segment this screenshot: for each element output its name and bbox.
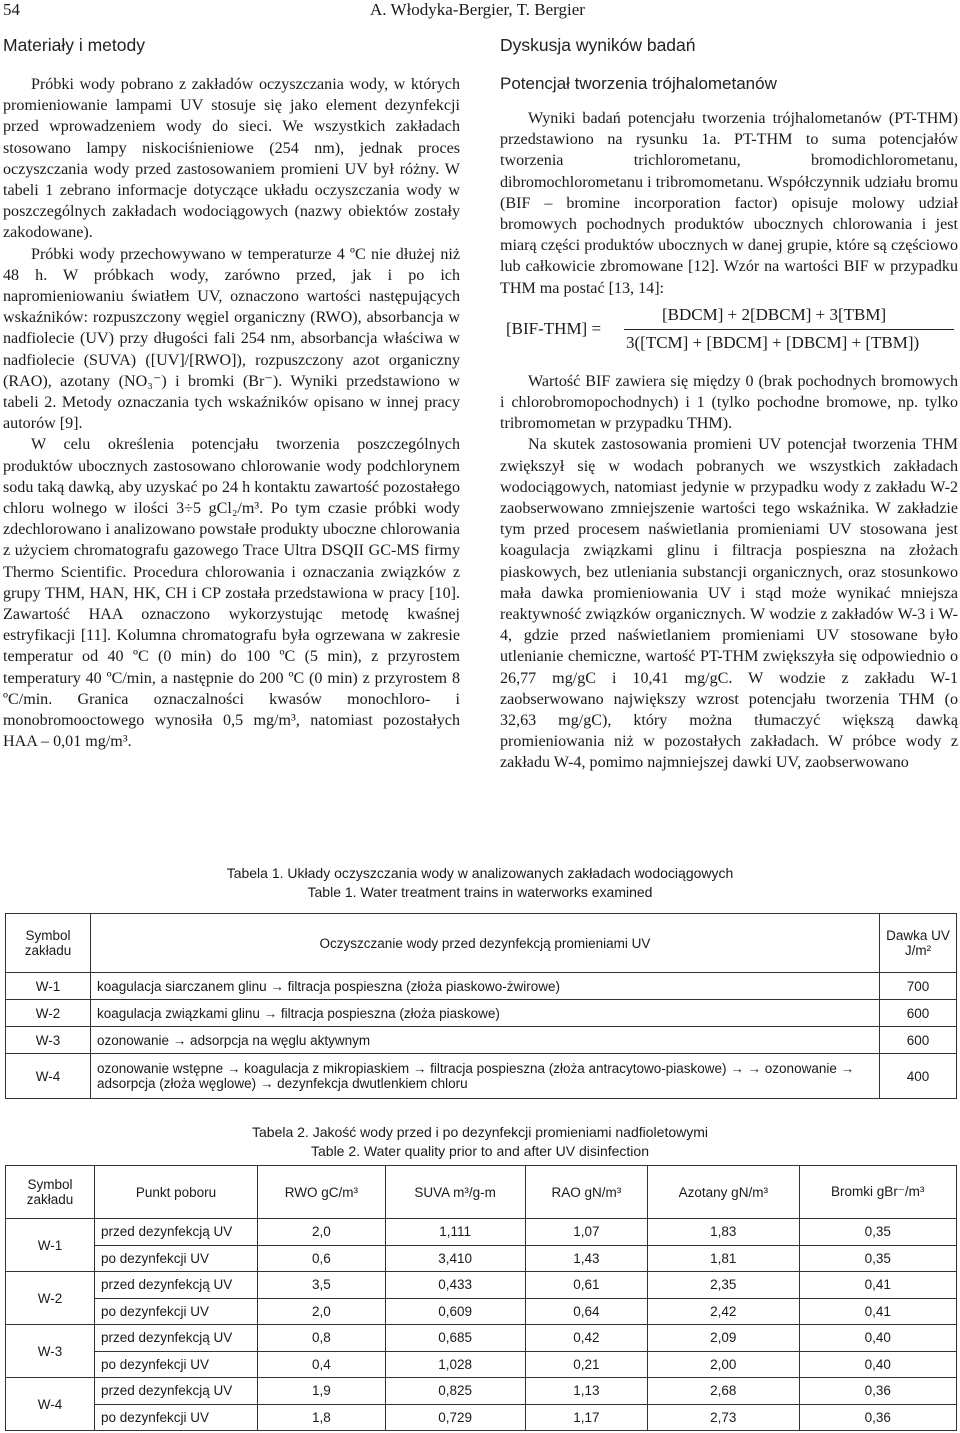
cell-bromides: 0,41 xyxy=(799,1298,957,1325)
cell-rao: 0,64 xyxy=(525,1298,648,1325)
cell-rao: 1,07 xyxy=(525,1219,648,1246)
col-header-sampling-point: Punkt poboru xyxy=(95,1166,258,1219)
cell-point: przed dezynfekcją UV xyxy=(95,1325,258,1352)
col-header-symbol: Symbol zakładu xyxy=(6,914,91,973)
table-row xyxy=(6,1378,957,1405)
cell-nitrates: 2,09 xyxy=(648,1325,799,1352)
paragraph: Na skutek zastosowania promieni UV potencjał tworzenia THM zwiększył się w wodach pobranych we wszystkich zakładach wodociągowych, natomiast jedynie w przypadku wody z zakładu W-2 zaobserwowano zmniejszenie wartości tego wskaźnika. W zakładzie tym przed procesem naświetlania promieniami UV stosowana jest koagulacja związkami glinu i filtracja pospieszna na złożach piaskowych, bez utleniania substancji organicznych, oraz stosunkowo mała dawka promieniowania UV i stąd może wynikać mniejsza reaktywność związków organicznych. W wodzie z zakładów W-3 i W-4, gdzie przed naświetlaniem promieniami UV stosowane było utlenianie chemiczne, wartość PT-THM zwiększyła się odpowiednio o 26,77 mg/gC i 10,41 mg/gC. W wodzie z zakładu W-1 zaobserwowano największy wzrost potencjału tworzenia THM (o 32,63 mg/gC), który można tłumaczyć większą dawką promieniowania niż w pozostałych zakładach. W próbce wody z zakładu W-4, pomimo najmniejszej dawki UV, zaobserwowano xyxy=(500,436,958,772)
table2-caption xyxy=(0,1123,960,1161)
cell-rwo: 1,9 xyxy=(258,1378,386,1405)
table-row xyxy=(6,973,957,1000)
cell-symbol: W-3 xyxy=(6,1325,95,1378)
page-number: 54 xyxy=(3,0,20,19)
table-header-row xyxy=(6,914,957,973)
cell-rwo: 2,0 xyxy=(258,1298,386,1325)
cell-suva: 1,028 xyxy=(385,1351,525,1378)
bif-formula xyxy=(500,305,958,361)
table-row xyxy=(6,1351,957,1378)
cell-nitrates: 1,83 xyxy=(648,1219,799,1246)
cell-nitrates: 2,73 xyxy=(648,1404,799,1431)
formula-denominator: 3([TCM] + [BDCM] + [DBCM] + [TBM]) xyxy=(626,332,920,352)
cell-point: przed dezynfekcją UV xyxy=(95,1378,258,1405)
col-header-process: Oczyszczanie wody przed dezynfekcją promieniami UV xyxy=(91,914,880,973)
cell-point: po dezynfekcji UV xyxy=(95,1404,258,1431)
cell-bromides: 0,40 xyxy=(799,1325,957,1352)
table-row xyxy=(6,1000,957,1027)
cell-bromides: 0,36 xyxy=(799,1404,957,1431)
table-row xyxy=(6,1245,957,1272)
table-row xyxy=(6,1325,957,1352)
cell-rao: 0,61 xyxy=(525,1272,648,1299)
col-header-rwo: RWO gC/m³ xyxy=(258,1166,386,1219)
table-row xyxy=(6,1219,957,1246)
cell-process: ozonowanie wstępne → koagulacja z mikropiaskiem → filtracja pospieszna (złoża antracytowo-piaskowe) → → ozonowanie → adsorpcja (złoża węglowe) → dezynfekcja dwutlenkiem chloru xyxy=(91,1054,880,1099)
cell-rwo: 2,0 xyxy=(258,1219,386,1246)
cell-rao: 1,17 xyxy=(525,1404,648,1431)
table2-caption-pl: Tabela 2. Jakość wody przed i po dezynfekcji promieniami nadfioletowymi xyxy=(252,1124,708,1140)
cell-suva: 0,825 xyxy=(385,1378,525,1405)
cell-point: po dezynfekcji UV xyxy=(95,1245,258,1272)
table-row xyxy=(6,1272,957,1299)
cell-suva: 3,410 xyxy=(385,1245,525,1272)
section-heading-discussion: Dyskusja wyników badań xyxy=(500,35,696,55)
cell-point: przed dezynfekcją UV xyxy=(95,1272,258,1299)
col-header-rao: RAO gN/m³ xyxy=(525,1166,648,1219)
cell-symbol: W-1 xyxy=(6,1219,95,1272)
cell-symbol: W-4 xyxy=(6,1054,91,1099)
cell-nitrates: 2,00 xyxy=(648,1351,799,1378)
paragraph: Wartość BIF zawiera się między 0 (brak pochodnych bromowych i chlorobromopochodnych) i 1 (tylko pochodne bromowe, np. tylko tribromometan w przypadku THM). xyxy=(500,372,958,433)
table-treatment-trains xyxy=(5,913,957,1099)
cell-symbol: W-4 xyxy=(6,1378,95,1431)
cell-bromides: 0,35 xyxy=(799,1245,957,1272)
cell-suva: 0,433 xyxy=(385,1272,525,1299)
cell-rao: 0,42 xyxy=(525,1325,648,1352)
cell-bromides: 0,40 xyxy=(799,1351,957,1378)
cell-dose: 700 xyxy=(880,973,957,1000)
cell-dose: 600 xyxy=(880,1000,957,1027)
cell-nitrates: 2,35 xyxy=(648,1272,799,1299)
section-heading-methods: Materiały i metody xyxy=(3,35,145,55)
cell-process: ozonowanie → adsorpcja na węglu aktywnym xyxy=(91,1027,880,1054)
cell-rwo: 1,8 xyxy=(258,1404,386,1431)
col-header-suva: SUVA m³/g-m xyxy=(385,1166,525,1219)
fraction-bar xyxy=(624,329,954,330)
cell-rao: 1,43 xyxy=(525,1245,648,1272)
cell-symbol: W-1 xyxy=(6,973,91,1000)
cell-symbol: W-2 xyxy=(6,1000,91,1027)
cell-process: koagulacja związkami glinu → filtracja pospieszna (złoża piaskowe) xyxy=(91,1000,880,1027)
table1-caption-en: Table 1. Water treatment trains in waterworks examined xyxy=(307,884,653,900)
cell-rwo: 3,5 xyxy=(258,1272,386,1299)
cell-nitrates: 2,68 xyxy=(648,1378,799,1405)
cell-point: po dezynfekcji UV xyxy=(95,1351,258,1378)
table1-caption-pl: Tabela 1. Układy oczyszczania wody w analizowanych zakładach wodociągowych xyxy=(226,865,734,881)
formula-lhs: [BIF-THM] = xyxy=(506,318,602,338)
cell-point: przed dezynfekcją UV xyxy=(95,1219,258,1246)
formula-numerator: [BDCM] + 2[DBCM] + 3[TBM] xyxy=(662,304,887,324)
cell-rao: 1,13 xyxy=(525,1378,648,1405)
cell-point: po dezynfekcji UV xyxy=(95,1298,258,1325)
table-row xyxy=(6,1404,957,1431)
cell-rwo: 0,8 xyxy=(258,1325,386,1352)
cell-symbol: W-2 xyxy=(6,1272,95,1325)
table-row xyxy=(6,1027,957,1054)
cell-rwo: 0,4 xyxy=(258,1351,386,1378)
right-column xyxy=(500,30,958,774)
paragraph: Próbki wody pobrano z zakładów oczyszczania wody, w których promieniowanie lampami UV stosuje się jako element dezynfekcji przed wprowadzeniem wody do sieci. We wszystkich zakładach stosowano lampy niskociśnieniowe (254 nm), jednak proces oczyszczania wody przed zastosowaniem promieni UV był różny. W tabeli 1 zebrano informacje dotyczące układu oczyszczania wody w poszczególnych zakładach wodociągowych (nazwy obiektów zostały zakodowane). xyxy=(3,76,460,242)
col-header-nitrates: Azotany gN/m³ xyxy=(648,1166,799,1219)
running-header-authors: A. Włodyka-Bergier, T. Bergier xyxy=(370,0,585,19)
cell-rao: 0,21 xyxy=(525,1351,648,1378)
table1-caption xyxy=(0,864,960,902)
paragraph: Próbki wody przechowywano w temperaturze 4 ºC nie dłużej niż 48 h. W próbkach wody, zarówno przed, jak i po ich napromieniowaniu światłem UV, oznaczono wartości następujących wskaźników: rozpuszczony węgiel organiczny (RWO), absorbancja w nadfiolecie (UV) przy długości fali 254 nm, absorbancja właściwa w nadfiolecie (SUVA) ([UV]/[RWO]), rozpuszczony azot organiczny (RAO), azotany (NO₃⁻) i bromki (Br⁻). Wyniki przedstawiono w tabeli 2. Metody oznaczania tych wskaźników opisano w innej pracy autorów [9]. xyxy=(3,245,460,433)
cell-symbol: W-3 xyxy=(6,1027,91,1054)
cell-suva: 1,111 xyxy=(385,1219,525,1246)
cell-rwo: 0,6 xyxy=(258,1245,386,1272)
cell-bromides: 0,41 xyxy=(799,1272,957,1299)
cell-suva: 0,685 xyxy=(385,1325,525,1352)
col-header-bromides: Bromki gBr⁻/m³ xyxy=(799,1166,957,1219)
table2-caption-en: Table 2. Water quality prior to and after UV disinfection xyxy=(311,1143,649,1159)
cell-bromides: 0,35 xyxy=(799,1219,957,1246)
cell-dose: 600 xyxy=(880,1027,957,1054)
paragraph: W celu określenia potencjału tworzenia poszczególnych produktów ubocznych zastosowano chlorowanie wody podchlorynem sodu taką dawką, aby uzyskać po 24 h kontaktu zawartość pozostałego chloru wolnego w ilości 3÷5 gCl₂/m³. Po tym czasie próbki wody zdechlorowano i analizowano powstałe produkty uboczne chlorowania z użyciem chromatografu gazowego Trace Ultra DSQII GC-MS firmy Thermo Scientific. Procedura chlorowania i oznaczania związków z grupy THM, HAN, HK, CH i CP została przedstawiona w pracy [10]. Zawartość HAA oznaczono wykorzystując metodę kwaśnej estryfikacji [11]. Kolumna chromatografu była ogrzewana w zakresie temperatur od 40 ºC (0 min) do 100 ºC (5 min), z przyrostem temperatury 40 ºC/min, a następnie do 200 ºC (0 min) z przyrostem 8 ºC/min. Granica oznaczalności kwasów monochloro- i monobromooctowego wynosiła 0,5 mg/m³, natomiast pozostałych HAA – 0,01 mg/m³. xyxy=(3,436,460,751)
cell-bromides: 0,36 xyxy=(799,1378,957,1405)
paragraph: Wyniki badań potencjału tworzenia trójhalometanów (PT-THM) przedstawiono na rysunku 1a. PT-THM to suma potencjałów tworzenia trichlorometanu, bromodichlorometanu, dibromochlorometanu i tribromometanu. Współczynnik udziału bromu (BIF – bromine incorporation factor) opisuje molowy udział bromowych pochodnych produktów ubocznych chlorowania i jest miarą części produktów ubocznych w danej grupie, które są częściowo lub całkowicie zbromowane [12]. Wzór na wartości BIF w przypadku THM ma postać [13, 14]: xyxy=(500,110,958,297)
cell-suva: 0,609 xyxy=(385,1298,525,1325)
cell-suva: 0,729 xyxy=(385,1404,525,1431)
left-column xyxy=(3,30,460,753)
col-header-symbol: Symbol zakładu xyxy=(6,1166,95,1219)
table-row xyxy=(6,1298,957,1325)
table-header-row xyxy=(6,1166,957,1219)
cell-dose: 400 xyxy=(880,1054,957,1099)
cell-nitrates: 2,42 xyxy=(648,1298,799,1325)
table-row xyxy=(6,1054,957,1099)
subsection-heading: Potencjał tworzenia trójhalometanów xyxy=(500,74,777,93)
table-water-quality xyxy=(5,1165,957,1431)
cell-nitrates: 1,81 xyxy=(648,1245,799,1272)
col-header-dose: Dawka UV J/m² xyxy=(880,914,957,973)
cell-process: koagulacja siarczanem glinu → filtracja pospieszna (złoża piaskowo-żwirowe) xyxy=(91,973,880,1000)
